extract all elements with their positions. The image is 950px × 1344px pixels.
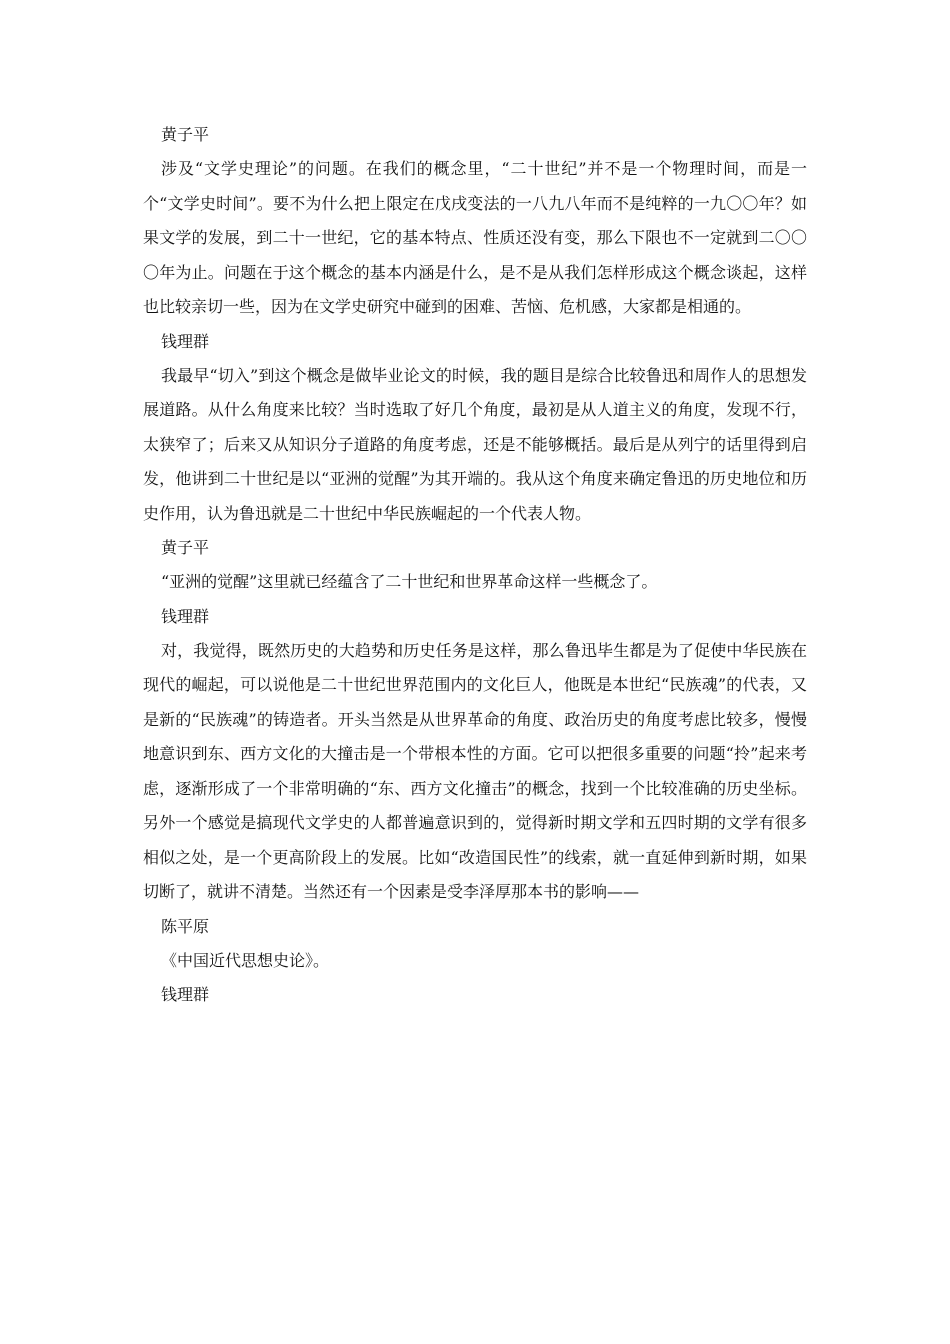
speaker-name: 黄子平	[161, 125, 210, 144]
speaker-name: 钱理群	[161, 606, 210, 626]
speaker-name: 黄子平	[161, 538, 210, 557]
speaker-name: 陈平原	[161, 916, 210, 936]
speaker-name: 钱理群	[161, 985, 210, 1004]
speaker-name: 钱理群	[161, 331, 210, 351]
speech-paragraph: 对，我觉得，既然历史的大趋势和历史任务是这样，那么鲁迅毕生都是为了促使中华民族在现代的崛起，可以说他是二十世纪世界范围内的文化巨人，他既是本世纪“民族魂”的代表，又是新的“民族魂”的铸造者。开头当然是从世界革命的角度、政治历史的角度考虑比较多，慢慢地意识到东、西方文化的大撞击是一个带根本性的方面。它可以把很多重要的问题“拎”起来考虑，逐渐形成了一个非常明确的“东、西方文化撞击”的概念，找到一个比较准确的历史坐标。另外一个感觉是搞现代文学史的人都普遍意识到的，觉得新时期文学和五四时期的文学有很多相似之处，是一个更高阶段上的发展。比如“改造国民性”的线索，就一直延伸到新时期，如果切断了，就讲不清楚。当然还有一个因素是受李泽厚那本书的影响——	[143, 640, 807, 901]
speech-paragraph: 《中国近代思想史论》。	[161, 950, 330, 970]
speech-paragraph: “亚洲的觉醒”这里就已经蕴含了二十世纪和世界革命这样一些概念了。	[161, 572, 658, 591]
speech-paragraph: 涉及“文学史理论”的问题。在我们的概念里，“二十世纪”并不是一个物理时间，而是一个“文学史时间”。要不为什么把上限定在戊戌变法的一八九八年而不是纯粹的一九〇〇年？如果文学的发展，到二十一世纪，它的基本特点、性质还没有变，那么下限也不一定就到二〇〇〇年为止。问题在于这个概念的基本内涵是什么，是不是从我们怎样形成这个概念谈起，这样也比较亲切一些，因为在文学史研究中碰到的困难、苦恼、危机感，大家都是相通的。	[143, 159, 807, 316]
speech-paragraph: 我最早“切入”到这个概念是做毕业论文的时候，我的题目是综合比较鲁迅和周作人的思想发展道路。从什么角度来比较？当时选取了好几个角度，最初是从人道主义的角度，发现不行，太狭窄了；后来又从知识分子道路的角度考虑，还是不能够概括。最后是从列宁的话里得到启发，他讲到二十世纪是以“亚洲的觉醒”为其开端的。我从这个角度来确定鲁迅的历史地位和历史作用，认为鲁迅就是二十世纪中华民族崛起的一个代表人物。	[143, 365, 807, 523]
document-page	[143, 118, 807, 1012]
